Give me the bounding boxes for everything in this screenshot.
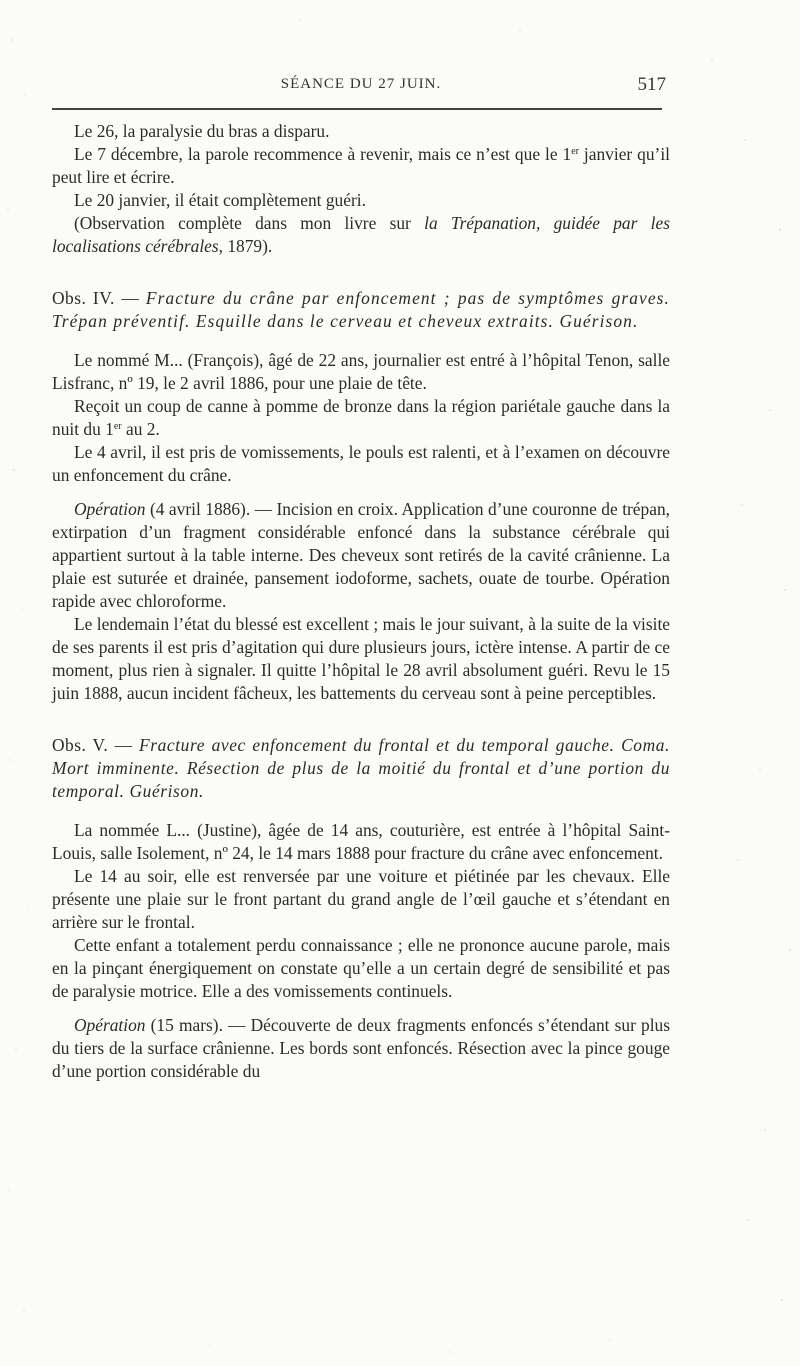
paragraph: Cette enfant a totalement perdu connaissance ; elle ne prononce aucune parole, mais en la pinçant énergiquement on constate qu’elle a un certain degré de sensibilité et pas de paralysie motrice. Elle a des vomissements continuels.	[52, 935, 670, 1001]
paragraph: La nommée L... (Justine), âgée de 14 ans, couturière, est entrée à l’hôpital Saint-Louis, salle Isolement, nº 24, le 14 mars 1888 pour fracture du crâne avec enfoncement.	[52, 820, 670, 863]
page-header	[52, 76, 670, 102]
running-head: SÉANCE DU 27 JUIN.	[280, 76, 442, 92]
observation-heading-v: Obs. V. — Fracture avec enfoncement du frontal et du temporal gauche. Coma. Mort imminente. Résection de plus de la moitié du frontal et d’une portion du temporal. Guérison.	[52, 735, 671, 801]
body-text	[52, 120, 670, 1083]
spacer	[52, 258, 670, 287]
spacer	[52, 803, 670, 819]
paragraph: Le 7 décembre, la parole recommence à revenir, mais ce n’est que le 1er janvier qu’il peut lire et écrire.	[52, 144, 671, 187]
paragraph: (Observation complète dans mon livre sur la Trépanation, guidée par les localisations cérébrales, 1879).	[52, 213, 670, 256]
observation-heading-iv: Obs. IV. — Fracture du crâne par enfoncement ; pas de symptômes graves. Trépan préventif. Esquille dans le cerveau et cheveux extraits. Guérison.	[52, 288, 670, 331]
paragraph: Le 4 avril, il est pris de vomissements, le pouls est ralenti, et à l’examen on découvre un enfoncement du crâne.	[52, 442, 670, 485]
paragraph: Opération (15 mars). — Découverte de deux fragments enfoncés s’étendant sur plus du tiers de la surface crânienne. Les bords sont enfoncés. Résection avec la pince gouge d’une portion considérable du	[52, 1015, 670, 1081]
paragraph: Opération (4 avril 1886). — Incision en croix. Application d’une couronne de trépan, extirpation d’un fragment considérable enfoncé dans la substance cérébrale qui appartient surtout à la table interne. Des cheveux sont retirés de la cavité crânienne. La plaie est suturée et drainée, pansement iodoforme, sachets, ouate de tourbe. Opération rapide avec chloroforme.	[52, 499, 670, 611]
spacer	[52, 333, 670, 349]
paragraph: Le lendemain l’état du blessé est excellent ; mais le jour suivant, à la suite de la visite de ses parents il est pris d’agitation qui dure plusieurs jours, ictère intense. A partir de ce moment, plus rien à signaler. Il quitte l’hôpital le 28 avril absolument guéri. Revu le 15 juin 1888, aucun incident fâcheux, les battements du cerveau sont à peine perceptibles.	[52, 614, 670, 703]
paragraph: Le nommé M... (François), âgé de 22 ans, journalier est entré à l’hôpital Tenon, salle Lisfranc, nº 19, le 2 avril 1886, pour une plaie de tête.	[52, 350, 670, 393]
paragraph: Le 20 janvier, il était complètement guéri.	[74, 190, 366, 210]
paragraph: Le 14 au soir, elle est renversée par une voiture et piétinée par les chevaux. Elle présente une plaie sur le front partant du grand angle de l’œil gauche et s’étendant en arrière sur le frontal.	[52, 866, 670, 932]
page-number: 517	[637, 74, 666, 95]
spacer	[52, 487, 670, 498]
spacer	[52, 705, 670, 734]
header-rule	[52, 108, 662, 110]
paragraph: Le 26, la paralysie du bras a disparu.	[74, 121, 330, 141]
paragraph: Reçoit un coup de canne à pomme de bronze dans la région pariétale gauche dans la nuit du 1er au 2.	[52, 396, 670, 439]
spacer	[52, 1003, 670, 1014]
